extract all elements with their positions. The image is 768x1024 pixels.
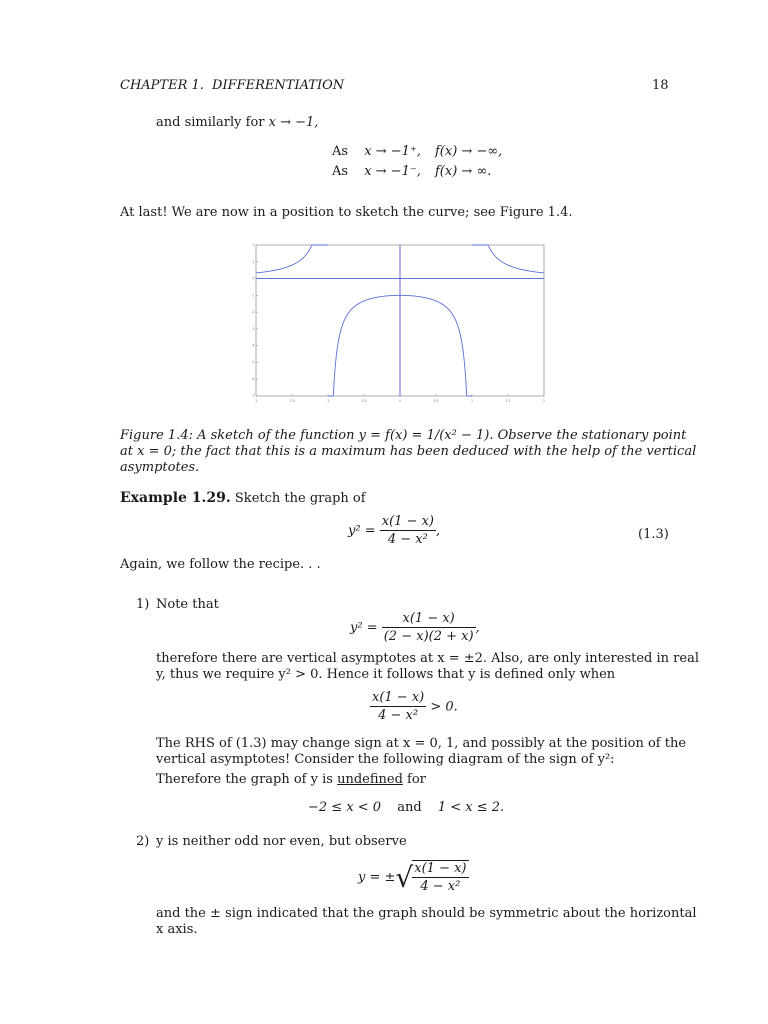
caption-line-2: at x = 0; the fact that this is a maximum has been deduced with the help of the vertical [120,444,697,459]
similarly-line [156,115,318,130]
x-tick-label: 0 [398,399,402,403]
y-tick-label: -6 [251,377,255,382]
eq-numerator: x(1 − x) [414,861,467,876]
undefined-word: undefined [337,772,403,787]
equation-number: (1.3) [638,527,669,542]
step-1-line-5 [156,772,426,787]
y-tick-label: -1 [251,293,255,298]
as-label: As [332,164,349,179]
y-tick-label: 0 [252,276,255,281]
limit1-result: f(x) → −∞, [435,144,503,159]
y-tick-label: -3 [251,326,255,331]
x-tick-label: -1 [326,399,330,403]
eq-lhs: y = ± [358,870,396,885]
example-heading [120,490,366,506]
eq-tail: , [475,620,480,636]
ineq-tail: > 0. [430,699,458,715]
ineq-numerator: x(1 − x) [372,690,425,705]
limit-row-1 [332,144,502,159]
step-1-line-1: therefore there are vertical asymptotes at x = ±2. Also, are only interested in real [156,651,699,666]
similarly-text: and similarly for [156,115,265,130]
step-1-inequality [370,690,458,724]
step-1-equation [350,611,480,645]
x-tick-label: 1 [470,399,474,403]
page-number: 18 [652,78,669,93]
limit-row-2 [332,164,491,179]
y-tick-label: -7 [251,394,255,398]
similarly-math: x → −1, [268,115,319,130]
y-tick-label: -2 [251,310,255,315]
range-1: −2 ≤ x < 0 [308,800,382,815]
ineq-denominator: 4 − x² [378,708,419,723]
step-1-note: Note that [156,597,219,612]
eq-tail: , [435,523,441,539]
ineq-fraction [370,690,426,724]
caption-label: Figure 1.4: [120,428,193,443]
as-label: As [332,144,349,159]
step-1-line-3: The RHS of (1.3) may change sign at x = 0, 1, and possibly at the position of the [156,736,687,751]
eq-lhs: y² = [350,620,378,636]
eq-fraction [382,611,476,645]
caption-math: y = f(x) = 1/(x² − 1). [358,428,494,443]
example-label: Example 1.29. [120,490,231,506]
range-and: and [397,800,422,815]
chapter-title: DIFFERENTIATION [212,78,345,93]
x-tick-label: 2 [542,399,546,403]
y-tick-label: -4 [251,343,255,348]
chapter-number: CHAPTER 1. [120,78,204,93]
step-2-number: 2) [136,834,150,849]
caption-text: A sketch of the function [197,428,355,443]
example-text: Sketch the graph of [234,491,366,506]
limit2-result: f(x) → ∞. [435,164,492,179]
step-2-line-3: x axis. [156,922,198,937]
y-tick-label: 2 [252,243,255,247]
caption-text-2: Observe the stationary point [497,428,687,443]
equation-1-3 [348,514,440,548]
undefined-ranges [308,800,504,815]
eq-denominator: (2 − x)(2 + x) [383,629,474,644]
step-1-line-4: vertical asymptotes! Consider the following diagram of the sign of y²: [156,752,615,767]
x-tick-label: -0.5 [360,399,368,403]
limit1-approach: x → −1⁺, [364,144,421,159]
eq-numerator: x(1 − x) [381,514,434,529]
sqrt-icon: √ [395,860,414,894]
eq-numerator: x(1 − x) [382,611,476,628]
sqrt-fraction [412,860,468,895]
eq-lhs: y² = [348,523,376,539]
step-2-equation [358,860,469,895]
x-tick-label: -2 [254,399,258,403]
recipe-line: Again, we follow the recipe. . . [120,557,321,572]
figure-1-4-chart [248,240,550,406]
x-tick-label: 1.5 [505,399,511,403]
range-2: 1 < x ≤ 2. [437,800,505,815]
x-tick-label: 0.5 [433,399,439,403]
figure-caption [120,428,697,476]
x-tick-label: -1.5 [288,399,296,403]
step-2-line-2: and the ± sign indicated that the graph should be symmetric about the horizontal [156,906,697,921]
line5-text: Therefore the graph of y is [156,772,333,787]
caption-line-3: asymptotes. [120,460,200,475]
y-tick-label: 1 [252,259,255,264]
step-1-line-2: y, thus we require y² > 0. Hence it follows that y is defined only when [156,667,616,682]
y-tick-label: -5 [251,360,255,365]
line5-for: for [407,772,426,787]
step-2-line-1: y is neither odd nor even, but observe [156,834,407,849]
eq-fraction [380,514,436,548]
step-1-number: 1) [136,597,150,612]
eq-denominator: 4 − x² [420,879,461,894]
eq-denominator: 4 − x² [387,532,428,547]
running-header [120,78,344,93]
at-last-sentence: At last! We are now in a position to sketch the curve; see Figure 1.4. [120,205,573,220]
limit2-approach: x → −1⁻, [364,164,421,179]
